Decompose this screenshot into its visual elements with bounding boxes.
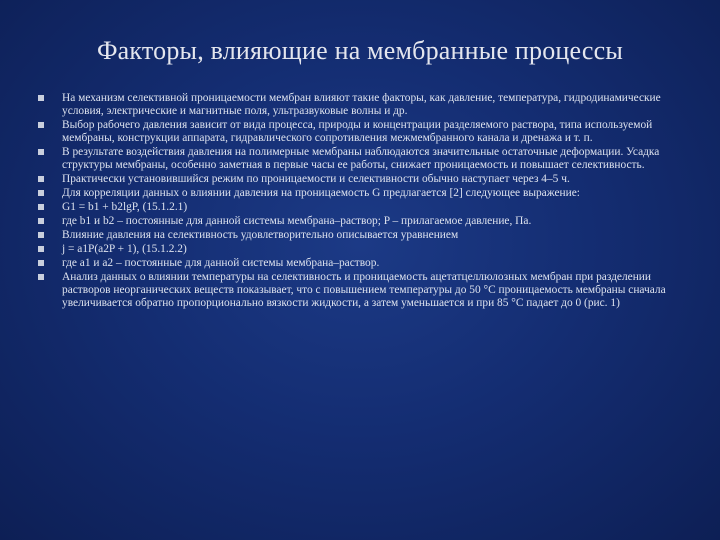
bullet-item xyxy=(38,92,678,118)
bullet-text: где b1 и b2 – постоянные для данной системы мембрана–раствор; P – прилагаемое давление, Па. xyxy=(62,215,532,227)
bullet-text: Анализ данных о влиянии температуры на селективность и проницаемость ацетатцеллюлозных мембран при разделении растворов неорганических веществ показывает, что с повышением температуры до 50 °С проницаемость мембраны сначала увеличивается обратно пропорционально вязкости жидкости, а затем уменьшается и при 85 °С падает до 0 (рис. 1) xyxy=(62,271,666,309)
square-bullet-icon xyxy=(38,232,44,238)
bullet-item xyxy=(38,271,678,310)
square-bullet-icon xyxy=(38,260,44,266)
bullet-text: В результате воздействия давления на полимерные мембраны наблюдаются значительные остаточные деформации. Усадка структуры мембраны, особенно заметная в первые часы ее работы, снижает проницаемость и повышает селективность. xyxy=(62,146,660,171)
bullet-text: На механизм селективной проницаемости мембран влияют такие факторы, как давление, температура, гидродинамические условия, электрические и магнитные поля, ультразвуковые волны и др. xyxy=(62,92,661,117)
bullet-item xyxy=(38,187,678,200)
square-bullet-icon xyxy=(38,246,44,252)
bullet-item xyxy=(38,173,678,186)
square-bullet-icon xyxy=(38,176,44,182)
bullet-item xyxy=(38,243,678,256)
bullet-text: G1 = b1 + b2lgP, (15.1.2.1) xyxy=(62,201,188,213)
bullet-text: j = a1P(a2P + 1), (15.1.2.2) xyxy=(62,243,187,255)
bullet-text: Для корреляции данных о влиянии давления на проницаемость G предлагается [2] следующее выражение: xyxy=(62,187,580,199)
bullet-item xyxy=(38,201,678,214)
square-bullet-icon xyxy=(38,149,44,155)
bullet-text: где a1 и a2 – постоянные для данной системы мембрана–раствор. xyxy=(62,257,380,269)
square-bullet-icon xyxy=(38,218,44,224)
square-bullet-icon xyxy=(38,190,44,196)
bullet-item xyxy=(38,146,678,172)
square-bullet-icon xyxy=(38,204,44,210)
bullet-text: Выбор рабочего давления зависит от вида процесса, природы и концентрации разделяемого раствора, типа используемой мембраны, конструкции аппарата, гидравлического сопротивления межмембранного канала и дренажа и т. п. xyxy=(62,119,653,144)
bullet-item xyxy=(38,257,678,270)
bullet-list xyxy=(38,92,678,311)
bullet-item xyxy=(38,229,678,242)
bullet-item xyxy=(38,215,678,228)
bullet-text: Практически установившийся режим по проницаемости и селективности обычно наступает через 4–5 ч. xyxy=(62,173,570,185)
square-bullet-icon xyxy=(38,274,44,280)
bullet-text: Влияние давления на селективность удовлетворительно описывается уравнением xyxy=(62,229,459,241)
bullet-item xyxy=(38,119,678,145)
slide-title: Факторы, влияющие на мембранные процессы xyxy=(96,36,624,65)
square-bullet-icon xyxy=(38,122,44,128)
square-bullet-icon xyxy=(38,95,44,101)
